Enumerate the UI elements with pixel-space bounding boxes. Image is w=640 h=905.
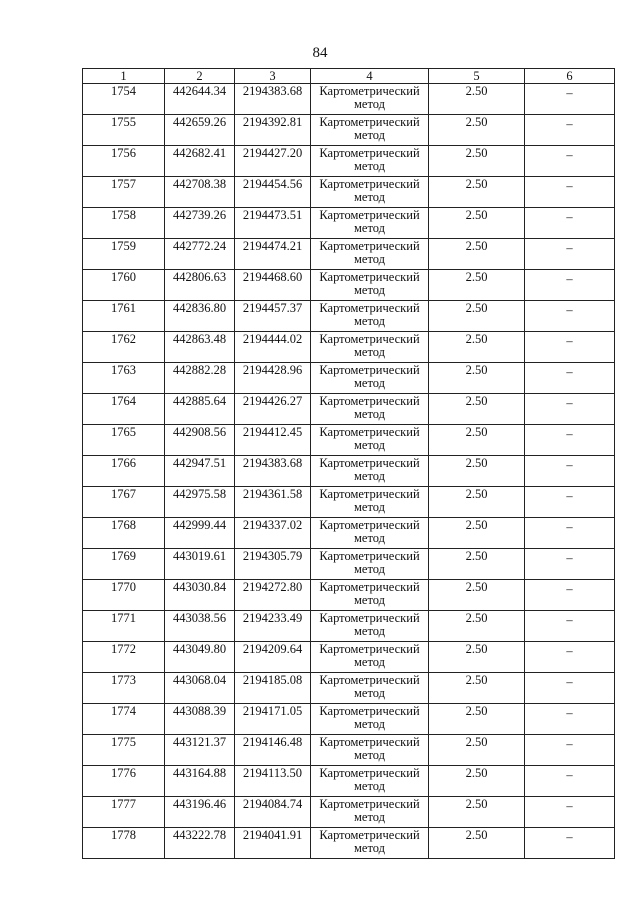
column-header-2: 2 [165, 69, 235, 84]
x-coordinate-cell: 442882.28 [165, 363, 235, 394]
table-row [83, 487, 615, 518]
method-line-2: метод [353, 128, 385, 142]
x-coordinate-cell: 443038.56 [165, 611, 235, 642]
method-cell [311, 549, 429, 580]
method-cell [311, 456, 429, 487]
y-coordinate-cell: 2194305.79 [235, 549, 311, 580]
table-row [83, 549, 615, 580]
accuracy-cell: 2.50 [429, 456, 525, 487]
note-dash: – [566, 334, 573, 348]
method-cell [311, 270, 429, 301]
point-number-cell: 1767 [83, 487, 165, 518]
point-number-cell: 1759 [83, 239, 165, 270]
table-row [83, 766, 615, 797]
table-row [83, 146, 615, 177]
y-coordinate-cell: 2194444.02 [235, 332, 311, 363]
y-coordinate-cell: 2194272.80 [235, 580, 311, 611]
method-line-2: метод [353, 221, 385, 235]
x-coordinate-cell: 443068.04 [165, 673, 235, 704]
x-coordinate-cell: 442682.41 [165, 146, 235, 177]
method-line-2: метод [353, 252, 385, 266]
column-header-5: 5 [429, 69, 525, 84]
x-coordinate-cell: 443088.39 [165, 704, 235, 735]
point-number-cell: 1764 [83, 394, 165, 425]
method-line-1: Картометрический [319, 270, 420, 284]
accuracy-cell: 2.50 [429, 766, 525, 797]
method-cell [311, 735, 429, 766]
method-line-2: метод [353, 376, 385, 390]
x-coordinate-cell: 442975.58 [165, 487, 235, 518]
method-cell [311, 84, 429, 115]
method-line-1: Картометрический [319, 828, 420, 842]
point-number-cell: 1776 [83, 766, 165, 797]
note-cell [525, 766, 615, 797]
method-line-2: метод [353, 717, 385, 731]
note-cell [525, 549, 615, 580]
table-row [83, 828, 615, 859]
note-dash: – [566, 551, 573, 565]
method-cell [311, 363, 429, 394]
note-dash: – [566, 675, 573, 689]
point-number-cell: 1758 [83, 208, 165, 239]
note-cell [525, 177, 615, 208]
note-dash: – [566, 613, 573, 627]
method-line-1: Картометрический [319, 301, 420, 315]
accuracy-cell: 2.50 [429, 549, 525, 580]
method-cell [311, 115, 429, 146]
x-coordinate-cell: 442806.63 [165, 270, 235, 301]
accuracy-cell: 2.50 [429, 394, 525, 425]
y-coordinate-cell: 2194041.91 [235, 828, 311, 859]
accuracy-cell: 2.50 [429, 270, 525, 301]
y-coordinate-cell: 2194426.27 [235, 394, 311, 425]
method-line-1: Картометрический [319, 394, 420, 408]
note-dash: – [566, 272, 573, 286]
accuracy-cell: 2.50 [429, 239, 525, 270]
method-line-2: метод [353, 97, 385, 111]
x-coordinate-cell: 442999.44 [165, 518, 235, 549]
table-row [83, 456, 615, 487]
method-cell [311, 239, 429, 270]
x-coordinate-cell: 443222.78 [165, 828, 235, 859]
method-line-1: Картометрический [319, 84, 420, 98]
method-cell [311, 208, 429, 239]
method-line-1: Картометрический [319, 363, 420, 377]
method-line-2: метод [353, 314, 385, 328]
method-line-1: Картометрический [319, 580, 420, 594]
method-cell [311, 580, 429, 611]
method-line-2: метод [353, 810, 385, 824]
accuracy-cell: 2.50 [429, 177, 525, 208]
accuracy-cell: 2.50 [429, 642, 525, 673]
method-cell [311, 611, 429, 642]
table-row [83, 704, 615, 735]
note-dash: – [566, 179, 573, 193]
point-number-cell: 1778 [83, 828, 165, 859]
accuracy-cell: 2.50 [429, 673, 525, 704]
note-dash: – [566, 148, 573, 162]
table-row [83, 84, 615, 115]
x-coordinate-cell: 442947.51 [165, 456, 235, 487]
note-cell [525, 735, 615, 766]
point-number-cell: 1772 [83, 642, 165, 673]
table-row [83, 735, 615, 766]
column-header-4: 4 [311, 69, 429, 84]
note-cell [525, 425, 615, 456]
y-coordinate-cell: 2194146.48 [235, 735, 311, 766]
accuracy-cell: 2.50 [429, 518, 525, 549]
y-coordinate-cell: 2194084.74 [235, 797, 311, 828]
point-number-cell: 1768 [83, 518, 165, 549]
y-coordinate-cell: 2194457.37 [235, 301, 311, 332]
point-number-cell: 1755 [83, 115, 165, 146]
method-line-1: Картометрический [319, 456, 420, 470]
note-cell [525, 580, 615, 611]
method-line-2: метод [353, 438, 385, 452]
note-dash: – [566, 489, 573, 503]
note-cell [525, 611, 615, 642]
method-line-1: Картометрический [319, 673, 420, 687]
x-coordinate-cell: 443196.46 [165, 797, 235, 828]
method-line-2: метод [353, 500, 385, 514]
method-line-1: Картометрический [319, 642, 420, 656]
note-dash: – [566, 210, 573, 224]
x-coordinate-cell: 442739.26 [165, 208, 235, 239]
method-cell [311, 518, 429, 549]
note-cell [525, 146, 615, 177]
note-cell [525, 828, 615, 859]
table-header [83, 69, 615, 84]
note-cell [525, 301, 615, 332]
table-row [83, 642, 615, 673]
method-line-1: Картометрический [319, 704, 420, 718]
point-number-cell: 1769 [83, 549, 165, 580]
table-row [83, 580, 615, 611]
table-row [83, 611, 615, 642]
method-line-2: метод [353, 469, 385, 483]
method-cell [311, 642, 429, 673]
y-coordinate-cell: 2194468.60 [235, 270, 311, 301]
point-number-cell: 1773 [83, 673, 165, 704]
point-number-cell: 1756 [83, 146, 165, 177]
note-dash: – [566, 241, 573, 255]
accuracy-cell: 2.50 [429, 146, 525, 177]
point-number-cell: 1763 [83, 363, 165, 394]
y-coordinate-cell: 2194473.51 [235, 208, 311, 239]
note-cell [525, 642, 615, 673]
table-row [83, 425, 615, 456]
accuracy-cell: 2.50 [429, 580, 525, 611]
note-cell [525, 797, 615, 828]
y-coordinate-cell: 2194392.81 [235, 115, 311, 146]
note-cell [525, 239, 615, 270]
column-header-1: 1 [83, 69, 165, 84]
method-cell [311, 332, 429, 363]
method-line-1: Картометрический [319, 177, 420, 191]
accuracy-cell: 2.50 [429, 115, 525, 146]
method-cell [311, 487, 429, 518]
note-dash: – [566, 582, 573, 596]
y-coordinate-cell: 2194383.68 [235, 456, 311, 487]
accuracy-cell: 2.50 [429, 828, 525, 859]
method-line-2: метод [353, 841, 385, 855]
accuracy-cell: 2.50 [429, 704, 525, 735]
y-coordinate-cell: 2194383.68 [235, 84, 311, 115]
note-cell [525, 208, 615, 239]
x-coordinate-cell: 442772.24 [165, 239, 235, 270]
method-line-2: метод [353, 407, 385, 421]
note-dash: – [566, 117, 573, 131]
y-coordinate-cell: 2194427.20 [235, 146, 311, 177]
method-line-1: Картометрический [319, 146, 420, 160]
method-cell [311, 394, 429, 425]
method-line-2: метод [353, 779, 385, 793]
method-line-1: Картометрический [319, 549, 420, 563]
table-row [83, 518, 615, 549]
header-row [83, 69, 615, 84]
method-line-2: метод [353, 190, 385, 204]
note-dash: – [566, 799, 573, 813]
method-line-2: метод [353, 686, 385, 700]
note-dash: – [566, 706, 573, 720]
table-row [83, 797, 615, 828]
method-cell [311, 766, 429, 797]
point-number-cell: 1761 [83, 301, 165, 332]
x-coordinate-cell: 443049.80 [165, 642, 235, 673]
accuracy-cell: 2.50 [429, 735, 525, 766]
method-line-2: метод [353, 562, 385, 576]
method-line-2: метод [353, 748, 385, 762]
method-line-1: Картометрический [319, 611, 420, 625]
note-dash: – [566, 644, 573, 658]
y-coordinate-cell: 2194412.45 [235, 425, 311, 456]
method-cell [311, 673, 429, 704]
table-row [83, 332, 615, 363]
method-line-1: Картометрический [319, 487, 420, 501]
page-number: 84 [312, 45, 328, 61]
y-coordinate-cell: 2194171.05 [235, 704, 311, 735]
x-coordinate-cell: 442644.34 [165, 84, 235, 115]
method-cell [311, 797, 429, 828]
method-cell [311, 425, 429, 456]
column-header-6: 6 [525, 69, 615, 84]
method-line-1: Картометрический [319, 208, 420, 222]
point-number-cell: 1762 [83, 332, 165, 363]
x-coordinate-cell: 443164.88 [165, 766, 235, 797]
method-line-2: метод [353, 624, 385, 638]
method-cell [311, 301, 429, 332]
table-row [83, 673, 615, 704]
method-line-1: Картометрический [319, 115, 420, 129]
accuracy-cell: 2.50 [429, 425, 525, 456]
point-number-cell: 1766 [83, 456, 165, 487]
accuracy-cell: 2.50 [429, 363, 525, 394]
method-line-1: Картометрический [319, 239, 420, 253]
note-cell [525, 332, 615, 363]
note-cell [525, 673, 615, 704]
accuracy-cell: 2.50 [429, 797, 525, 828]
table-row [83, 394, 615, 425]
method-line-2: метод [353, 283, 385, 297]
point-number-cell: 1757 [83, 177, 165, 208]
point-number-cell: 1774 [83, 704, 165, 735]
note-cell [525, 456, 615, 487]
y-coordinate-cell: 2194185.08 [235, 673, 311, 704]
x-coordinate-cell: 443030.84 [165, 580, 235, 611]
table-row [83, 177, 615, 208]
note-dash: – [566, 396, 573, 410]
point-number-cell: 1760 [83, 270, 165, 301]
accuracy-cell: 2.50 [429, 208, 525, 239]
note-cell [525, 394, 615, 425]
y-coordinate-cell: 2194474.21 [235, 239, 311, 270]
method-line-1: Картометрический [319, 797, 420, 811]
accuracy-cell: 2.50 [429, 611, 525, 642]
point-number-cell: 1775 [83, 735, 165, 766]
x-coordinate-cell: 443121.37 [165, 735, 235, 766]
method-cell [311, 146, 429, 177]
note-cell [525, 518, 615, 549]
method-cell [311, 828, 429, 859]
y-coordinate-cell: 2194113.50 [235, 766, 311, 797]
point-number-cell: 1771 [83, 611, 165, 642]
accuracy-cell: 2.50 [429, 487, 525, 518]
x-coordinate-cell: 442659.26 [165, 115, 235, 146]
x-coordinate-cell: 442863.48 [165, 332, 235, 363]
x-coordinate-cell: 443019.61 [165, 549, 235, 580]
table-row [83, 115, 615, 146]
note-cell [525, 704, 615, 735]
note-dash: – [566, 520, 573, 534]
method-line-2: метод [353, 593, 385, 607]
table-row [83, 208, 615, 239]
column-header-3: 3 [235, 69, 311, 84]
note-cell [525, 115, 615, 146]
note-dash: – [566, 427, 573, 441]
coordinates-table [82, 68, 615, 859]
note-cell [525, 487, 615, 518]
method-cell [311, 177, 429, 208]
accuracy-cell: 2.50 [429, 84, 525, 115]
x-coordinate-cell: 442708.38 [165, 177, 235, 208]
table-row [83, 301, 615, 332]
y-coordinate-cell: 2194233.49 [235, 611, 311, 642]
accuracy-cell: 2.50 [429, 332, 525, 363]
method-line-2: метод [353, 655, 385, 669]
method-line-1: Картометрический [319, 425, 420, 439]
table-row [83, 270, 615, 301]
note-dash: – [566, 365, 573, 379]
table-row [83, 239, 615, 270]
method-line-1: Картометрический [319, 735, 420, 749]
point-number-cell: 1765 [83, 425, 165, 456]
x-coordinate-cell: 442885.64 [165, 394, 235, 425]
method-line-2: метод [353, 531, 385, 545]
note-dash: – [566, 830, 573, 844]
note-dash: – [566, 86, 573, 100]
note-cell [525, 84, 615, 115]
method-line-1: Картометрический [319, 518, 420, 532]
method-line-1: Картометрический [319, 766, 420, 780]
note-dash: – [566, 768, 573, 782]
y-coordinate-cell: 2194428.96 [235, 363, 311, 394]
x-coordinate-cell: 442836.80 [165, 301, 235, 332]
x-coordinate-cell: 442908.56 [165, 425, 235, 456]
method-line-2: метод [353, 159, 385, 173]
table-row [83, 363, 615, 394]
y-coordinate-cell: 2194454.56 [235, 177, 311, 208]
note-dash: – [566, 737, 573, 751]
y-coordinate-cell: 2194209.64 [235, 642, 311, 673]
method-cell [311, 704, 429, 735]
table-body [83, 84, 615, 859]
accuracy-cell: 2.50 [429, 301, 525, 332]
method-line-1: Картометрический [319, 332, 420, 346]
note-dash: – [566, 458, 573, 472]
point-number-cell: 1770 [83, 580, 165, 611]
note-cell [525, 363, 615, 394]
note-dash: – [566, 303, 573, 317]
point-number-cell: 1754 [83, 84, 165, 115]
y-coordinate-cell: 2194361.58 [235, 487, 311, 518]
note-cell [525, 270, 615, 301]
method-line-2: метод [353, 345, 385, 359]
point-number-cell: 1777 [83, 797, 165, 828]
y-coordinate-cell: 2194337.02 [235, 518, 311, 549]
